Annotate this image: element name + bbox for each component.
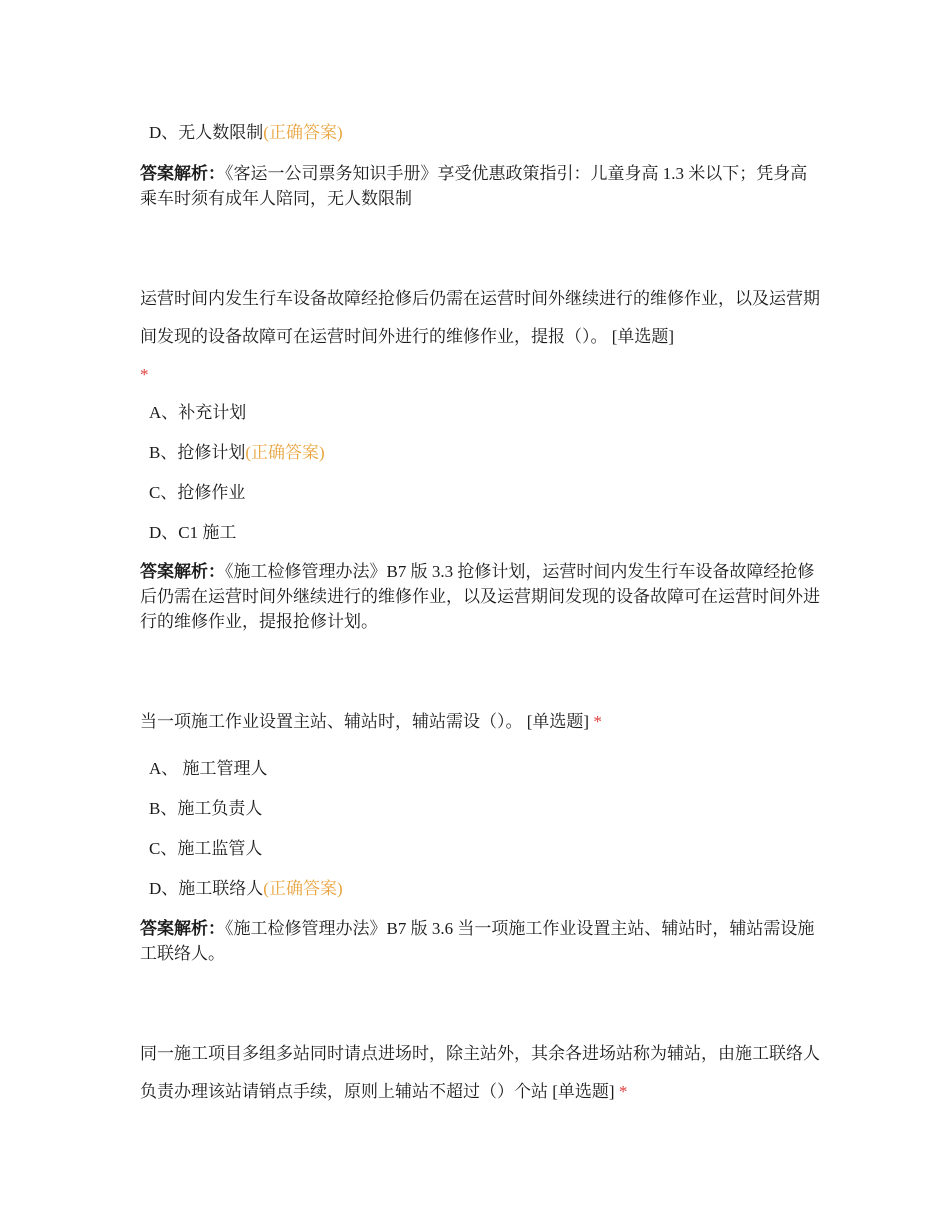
analysis-text: 《施工检修管理办法》B7 版 3.6 当一项施工作业设置主站、辅站时，辅站需设施工联络人。 — [140, 919, 815, 963]
option-a — [149, 401, 246, 425]
correct-answer-tag: (正确答案) — [245, 443, 325, 462]
answer-analysis — [140, 559, 820, 634]
question-body: 同一施工项目多组多站同时请点进场时，除主站外，其余各进场站称为辅站，由施工联络人负责办理该站请销点手续，原则上辅站不超过（）个站 [单选题] — [140, 1044, 820, 1101]
analysis-label: 答案解析： — [140, 164, 225, 183]
option-text: C、施工监管人 — [149, 839, 263, 858]
required-mark: * — [140, 365, 149, 384]
option-text: D、C1 施工 — [149, 523, 237, 542]
correct-answer-tag: (正确答案) — [263, 123, 343, 142]
required-mark: * — [618, 1082, 628, 1101]
analysis-text: 《客运一公司票务知识手册》享受优惠政策指引：儿童身高 1.3 米以下；凭身高乘车时须有成年人陪同，无人数限制 — [140, 164, 808, 208]
analysis-text: 《施工检修管理办法》B7 版 3.3 抢修计划，运营时间内发生行车设备故障经抢修后仍需在运营时间外继续进行的维修作业，以及运营期间发现的设备故障可在运营时间外进行的维修作业，提报抢修计划。 — [140, 562, 820, 631]
option-text: B、抢修计划 — [149, 443, 246, 462]
question-text — [140, 280, 830, 394]
analysis-label: 答案解析： — [140, 919, 225, 938]
answer-analysis — [140, 161, 820, 211]
option-d — [149, 121, 343, 145]
option-text: A、 施工管理人 — [149, 759, 268, 778]
option-a — [149, 757, 268, 781]
option-text: D、施工联络人 — [149, 879, 264, 898]
option-c — [149, 481, 245, 505]
option-text: C、抢修作业 — [149, 483, 246, 502]
correct-answer-tag: (正确答案) — [263, 879, 343, 898]
option-b — [149, 441, 325, 465]
option-d — [149, 521, 236, 545]
question-text — [140, 1035, 830, 1111]
answer-analysis — [140, 916, 820, 966]
option-c — [149, 837, 262, 861]
question-body: 运营时间内发生行车设备故障经抢修后仍需在运营时间外继续进行的维修作业，以及运营期间发现的设备故障可在运营时间外进行的维修作业，提报（）。 [单选题] — [140, 289, 820, 346]
option-text: B、施工负责人 — [149, 799, 263, 818]
option-b — [149, 797, 262, 821]
option-text: D、无人数限制 — [149, 123, 264, 142]
question-body: 当一项施工作业设置主站、辅站时，辅站需设（）。 [单选题] — [140, 712, 590, 731]
option-text: A、补充计划 — [149, 403, 247, 422]
question-text — [140, 703, 830, 741]
required-mark: * — [593, 712, 602, 731]
option-d — [149, 877, 343, 901]
analysis-label: 答案解析： — [140, 562, 225, 581]
